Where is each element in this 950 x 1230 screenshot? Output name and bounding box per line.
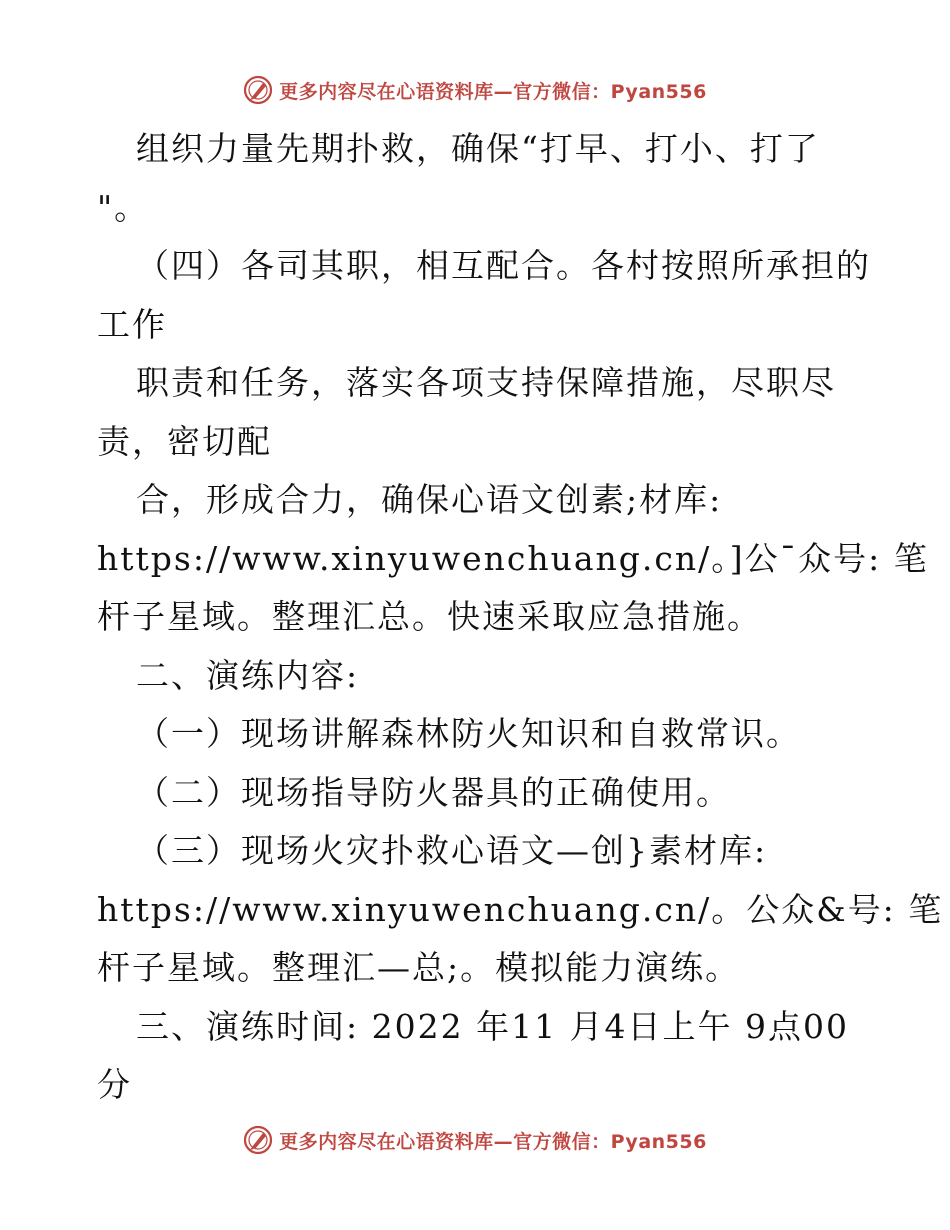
body-line: https://www.xinyuwenchuang.cn/。]公¯众号: 笔 [97,538,929,578]
body-line: 合，形成合力，确保心语文创素;材库: [136,480,723,519]
footer-watermark-banner [0,1122,950,1158]
pen-circle-logo-icon [243,1125,273,1155]
body-line: 工作 [97,304,167,344]
body-line: （三）现场火灾扑救心语文—创}素材库: [136,831,768,870]
section-heading: 二、演练内容: [136,655,360,695]
pen-circle-logo-icon [243,75,273,105]
body-line: 职责和任务，落实各项支持保障措施，尽职尽 [136,363,836,402]
body-line: 杆子星域。整理汇—总;。模拟能力演练。 [97,948,741,987]
header-watermark-banner [0,72,950,108]
body-line: （四）各司其职，相互配合。各村按照所承担的 [136,246,871,285]
header-banner-text: 更多内容尽在心语资料库—官方微信：Pyan556 [279,80,707,103]
footer-banner-text: 更多内容尽在心语资料库—官方微信：Pyan556 [279,1130,707,1153]
body-line: 分 [97,1065,132,1104]
body-line: （二）现场指导防火器具的正确使用。 [136,772,731,812]
body-line: 责，密切配 [97,421,272,461]
body-line: https://www.xinyuwenchuang.cn/。公众&号: 笔 [97,889,944,929]
body-line: （一）现场讲解森林防火知识和自救常识。 [136,714,801,753]
body-line: "。 [97,187,150,227]
document-body [97,120,944,1115]
body-line: 组织力量先期扑救，确保“打早、打小、打了 [136,129,820,168]
body-line: 杆子星域。整理汇总。快速采取应急措施。 [97,597,762,636]
section-heading: 三、演练时间: 2022 年11 月4日上午 9点00 [136,1006,850,1046]
